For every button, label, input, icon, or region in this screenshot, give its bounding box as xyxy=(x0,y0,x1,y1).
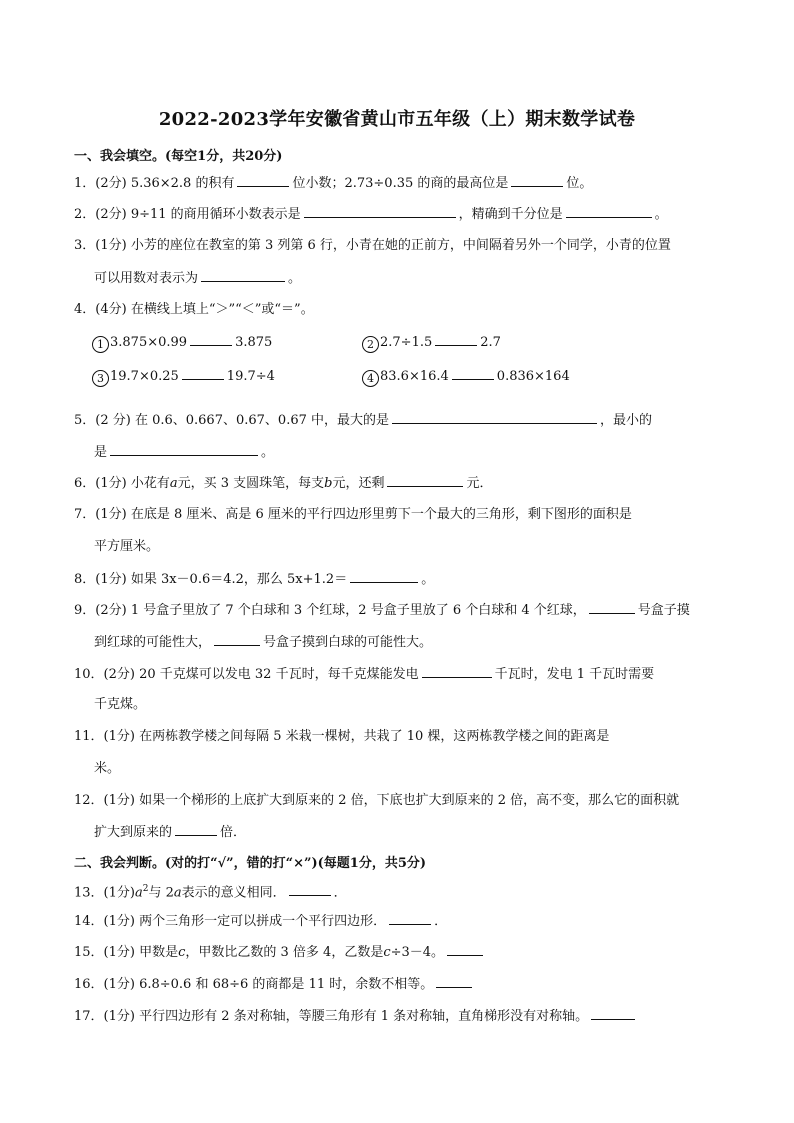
answer-blank[interactable] xyxy=(435,333,477,346)
question-5: 5．(2 分) 在 0.6、0.667、0.67、0.67 中，最大的是 ，最小的 xyxy=(74,413,653,428)
answer-blank[interactable] xyxy=(436,975,472,988)
question-12-cont: 扩大到原来的 倍． xyxy=(94,825,247,840)
answer-blank[interactable] xyxy=(237,174,289,187)
answer-blank[interactable] xyxy=(175,823,217,836)
question-10: 10．(2分) 20 千克煤可以发电 32 千瓦时，每千克煤能发电 千瓦时，发电 1 千瓦时需要 xyxy=(74,667,655,682)
question-9-cont: 到红球的可能性大， 号盒子摸到白球的可能性大。 xyxy=(94,635,433,650)
answer-blank[interactable] xyxy=(591,1007,635,1020)
answer-blank[interactable] xyxy=(422,665,492,678)
question-10-cont: 千克煤。 xyxy=(94,697,147,712)
question-4-option-1: 1 3.875×0.99 3.875 xyxy=(92,333,272,353)
question-7: 7．(1分) 在底是 8 厘米、高是 6 厘米的平行四边形里剪下一个最大的三角形，剩下图形的面积是 xyxy=(74,507,632,522)
answer-blank[interactable] xyxy=(392,411,597,424)
page-title: 2022-2023学年安徽省黄山市五年级（上）期末数学试卷 xyxy=(158,109,636,130)
section-1-heading: 一、我会填空。(每空1分，共20分) xyxy=(74,149,283,164)
answer-blank[interactable] xyxy=(214,633,260,646)
circled-number: 2 xyxy=(362,336,379,353)
question-12: 12．(1分) 如果一个梯形的上底扩大到原来的 2 倍，下底也扩大到原来的 2 倍，高不变，那么它的面积就 xyxy=(74,793,680,808)
circled-number: 4 xyxy=(362,370,379,387)
answer-blank[interactable] xyxy=(350,570,418,583)
answer-blank[interactable] xyxy=(201,269,285,282)
question-17: 17．(1分) 平行四边形有 2 条对称轴，等腰三角形有 1 条对称轴，直角梯形没有对称轴。 xyxy=(74,1007,724,1026)
answer-blank[interactable] xyxy=(289,883,331,896)
question-4-option-4: 4 83.6×16.4 0.836×164 xyxy=(362,367,570,387)
question-5-cont: 是 。 xyxy=(94,445,275,460)
question-15: 15．(1分) 甲数是c，甲数比乙数的 3 倍多 4，乙数是c÷3－4。 xyxy=(74,943,724,962)
question-14: 14．(1分) 两个三角形一定可以拼成一个平行四边形． ． xyxy=(74,914,448,929)
answer-blank[interactable] xyxy=(190,333,232,346)
answer-blank[interactable] xyxy=(389,912,431,925)
question-7-cont: 平方厘米。 xyxy=(94,539,160,554)
question-8: 8．(1分) 如果 3x－0.6＝4.2，那么 5x+1.2＝ 。 xyxy=(74,572,435,587)
answer-blank[interactable] xyxy=(452,367,494,380)
answer-blank[interactable] xyxy=(566,205,652,218)
question-4: 4．(4分) 在横线上填上“＞”“＜”或“＝”。 xyxy=(74,302,314,317)
question-2: 2．(2分) 9÷11 的商用循环小数表示是 ，精确到千分位是 。 xyxy=(74,207,668,222)
circled-number: 1 xyxy=(92,336,109,353)
question-4-option-2: 2 2.7÷1.5 2.7 xyxy=(362,333,501,353)
answer-blank[interactable] xyxy=(387,474,463,487)
question-3: 3．(1分) 小芳的座位在教室的第 3 列第 6 行，小青在她的正前方，中间隔着另外一个同学，小青的位置 xyxy=(74,238,671,253)
question-3-cont: 可以用数对表示为 。 xyxy=(94,271,302,286)
section-2-heading: 二、我会判断。(对的打“√”，错的打“×”)(每题1分，共5分) xyxy=(74,856,427,871)
answer-blank[interactable] xyxy=(589,601,635,614)
answer-blank[interactable] xyxy=(182,367,224,380)
question-16: 16．(1分) 6.8÷0.6 和 68÷6 的商都是 11 时，余数不相等。 xyxy=(74,975,724,994)
answer-blank[interactable] xyxy=(110,443,258,456)
question-6: 6．(1分) 小花有a元，买 3 支圆珠笔，每支b元，还剩 元． xyxy=(74,476,493,491)
answer-blank[interactable] xyxy=(447,943,483,956)
question-11: 11．(1分) 在两栋教学楼之间每隔 5 米栽一棵树，共栽了 10 棵，这两栋教学楼之间的距离是 xyxy=(74,729,610,744)
answer-blank[interactable] xyxy=(511,174,563,187)
circled-number: 3 xyxy=(92,370,109,387)
question-11-cont: 米。 xyxy=(94,761,121,776)
question-4-option-3: 3 19.7×0.25 19.7÷4 xyxy=(92,367,275,387)
question-9: 9．(2分) 1 号盒子里放了 7 个白球和 3 个红球，2 号盒子里放了 6 个白球和 4 个红球， 号盒子摸 xyxy=(74,603,690,618)
question-1: 1．(2分) 5.36×2.8 的积有 位小数；2.73÷0.35 的商的最高位是 位。 xyxy=(74,176,593,191)
answer-blank[interactable] xyxy=(304,205,456,218)
question-13: 13．(1分)$a^2$与 2a表示的意义相同． ． xyxy=(74,884,347,901)
